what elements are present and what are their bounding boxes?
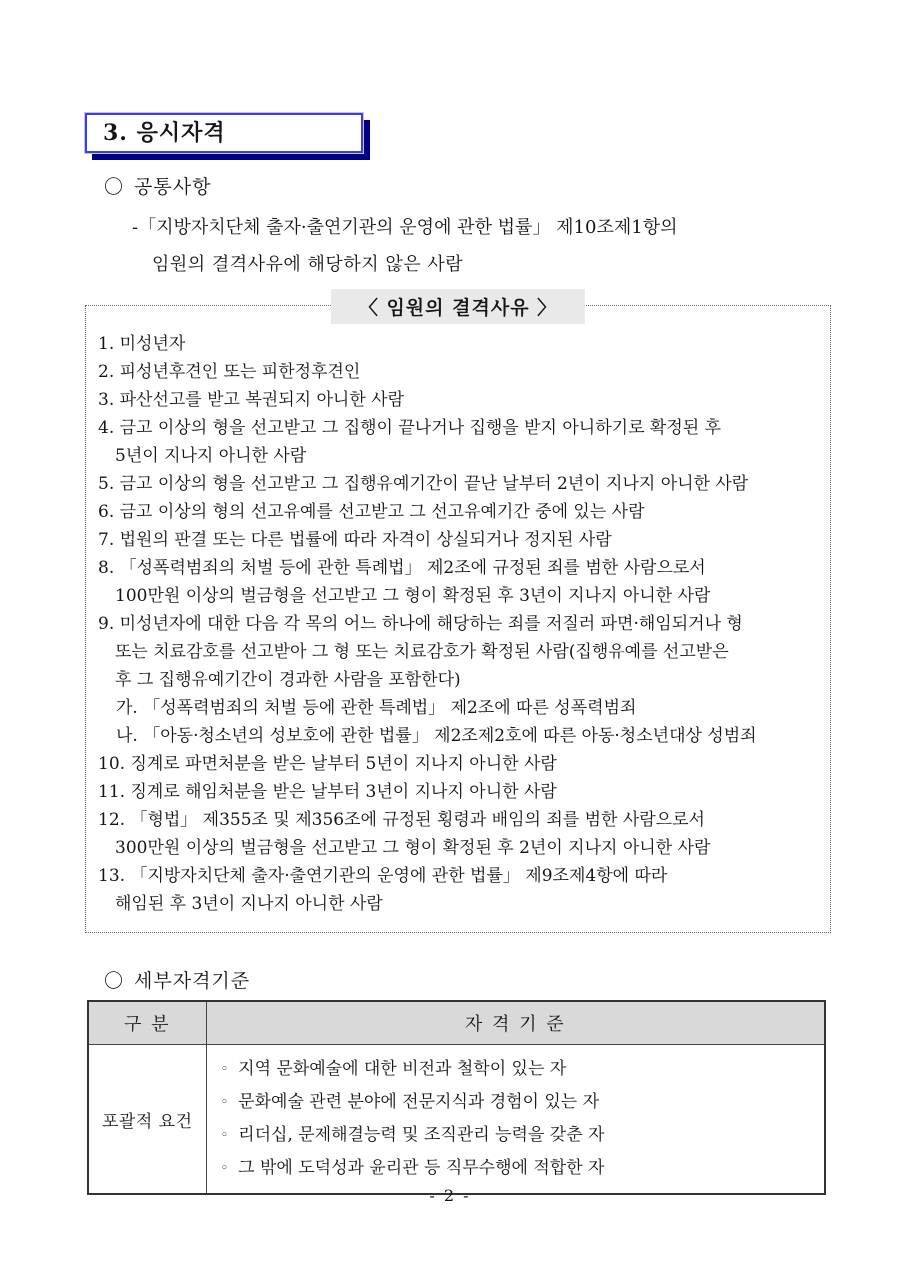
disqualification-box	[85, 297, 831, 933]
small-circle-bullet-icon: ◦	[220, 1161, 229, 1176]
disqualification-item-line: 5년이 지나지 아니한 사람	[115, 446, 307, 466]
disqualification-list	[98, 330, 824, 918]
disqualification-item	[98, 722, 824, 750]
disqualification-item-line: 10. 징계로 파면처분을 받은 날부터 5년이 지나지 아니한 사람	[98, 754, 557, 774]
disqualification-item-line: 11. 징계로 해임처분을 받은 날부터 3년이 지나지 아니한 사람	[98, 782, 557, 802]
disqualification-item-line: 13. 「지방자치단체 출자·출연기관의 운영에 관한 법률」 제9조제4항에 따라	[98, 866, 668, 886]
criteria-table-header-category: 구 분	[88, 1001, 206, 1045]
disqualification-item-line: 300만원 이상의 벌금형을 선고받고 그 형이 확정된 후 2년이 지나지 아니한 사람	[115, 838, 711, 858]
disqualification-item	[98, 806, 824, 862]
disqualification-item-line: 6. 금고 이상의 형의 선고유예를 선고받고 그 선고유예기간 중에 있는 사람	[98, 502, 645, 522]
small-circle-bullet-icon: ◦	[220, 1128, 229, 1143]
disqualification-item-line: 100만원 이상의 벌금형을 선고받고 그 형이 확정된 후 3년이 지나지 아니한 사람	[115, 586, 711, 606]
disqualification-item-line: 7. 법원의 판결 또는 다른 법률에 따라 자격이 상실되거나 정지된 사람	[98, 530, 612, 550]
disqualification-item	[98, 526, 824, 554]
circle-bullet-icon: 〇	[104, 176, 125, 198]
common-requirement-line2: 임원의 결격사유에 해당하지 않은 사람	[152, 254, 464, 275]
disqualification-item	[98, 414, 824, 470]
disqualification-item	[98, 330, 824, 358]
disqualification-item-line: 3. 파산선고를 받고 복권되지 아니한 사람	[98, 390, 404, 410]
disqualification-item-line: 후 그 집행유예기간이 경과한 사람을 포함한다)	[115, 670, 461, 690]
criteria-item: ◦ 리더십, 문제해결능력 및 조직관리 능력을 갖춘 자	[220, 1125, 605, 1145]
disqualification-item	[98, 778, 824, 806]
disqualification-item-line: 4. 금고 이상의 형을 선고받고 그 집행이 끝나거나 집행을 받지 아니하기로 확정된 후	[98, 418, 721, 438]
criteria-table-row	[88, 1045, 825, 1195]
disqualification-item	[98, 386, 824, 414]
criteria-list-cell	[206, 1045, 825, 1195]
page-number: - 2 -	[429, 1186, 471, 1205]
disqualification-item-line: 8. 「성폭력범죄의 처벌 등에 관한 특례법」 제2조에 규정된 죄를 범한 사람으로서	[98, 558, 706, 578]
disqualification-item	[98, 358, 824, 386]
criteria-item: ◦ 문화예술 관련 분야에 전문지식과 경험이 있는 자	[220, 1092, 600, 1112]
disqualification-item	[98, 694, 824, 722]
disqualification-item-line: 가. 「성폭력범죄의 처벌 등에 관한 특례법」 제2조에 따른 성폭력범죄	[116, 698, 637, 718]
disqualification-item-line: 나. 「아동·청소년의 성보호에 관한 법률」 제2조제2호에 따른 아동·청소년대상 성범죄	[116, 726, 757, 746]
disqualification-item-line: 5. 금고 이상의 형을 선고받고 그 집행유예기간이 끝난 날부터 2년이 지나지 아니한 사람	[98, 474, 749, 494]
section-title: 3. 응시자격	[103, 120, 226, 146]
common-heading-label: 공통사항	[134, 176, 212, 198]
criteria-table-body	[88, 1045, 825, 1195]
disqualification-item	[98, 610, 824, 694]
small-circle-bullet-icon: ◦	[220, 1062, 229, 1077]
disqualification-item	[98, 498, 824, 526]
disqualification-item-line: 2. 피성년후견인 또는 피한정후견인	[98, 362, 361, 382]
criteria-table-header-row	[88, 1001, 825, 1045]
section-title-box	[85, 113, 363, 153]
disqualification-item-line: 또는 치료감호를 선고받아 그 형 또는 치료감호가 확정된 사람(집행유예를 선고받은	[115, 642, 729, 662]
disqualification-item	[98, 750, 824, 778]
disqualification-box-header: 〈 임원의 결격사유 〉	[331, 289, 585, 324]
criteria-item: ◦ 지역 문화예술에 대한 비전과 철학이 있는 자	[220, 1059, 567, 1079]
criteria-item: ◦ 그 밖에 도덕성과 윤리관 등 직무수행에 적합한 자	[220, 1158, 605, 1178]
disqualification-item-line: 1. 미성년자	[98, 334, 186, 354]
disqualification-item-line: 9. 미성년자에 대한 다음 각 목의 어느 하나에 해당하는 죄를 저질러 파면·해임되거나 형	[98, 614, 743, 634]
disqualification-item	[98, 554, 824, 610]
circle-bullet-icon: 〇	[104, 970, 125, 992]
disqualification-item-line: 해임된 후 3년이 지나지 아니한 사람	[115, 894, 383, 914]
detail-heading-label: 세부자격기준	[134, 970, 251, 992]
disqualification-item-line: 12. 「형법」 제355조 및 제356조에 규정된 횡령과 배임의 죄를 범한 사람으로서	[98, 810, 705, 830]
disqualification-item	[98, 862, 824, 918]
common-requirements-heading	[104, 172, 211, 199]
disqualification-item	[98, 470, 824, 498]
small-circle-bullet-icon: ◦	[220, 1095, 229, 1110]
common-requirement-line1: -「지방자치단체 출자·출연기관의 운영에 관한 법률」 제10조제1항의	[132, 217, 678, 238]
criteria-table	[87, 1000, 826, 1195]
criteria-category-cell: 포괄적 요건	[88, 1045, 206, 1195]
detail-criteria-heading	[104, 966, 250, 993]
criteria-table-header-criteria: 자 격 기 준	[206, 1001, 825, 1045]
